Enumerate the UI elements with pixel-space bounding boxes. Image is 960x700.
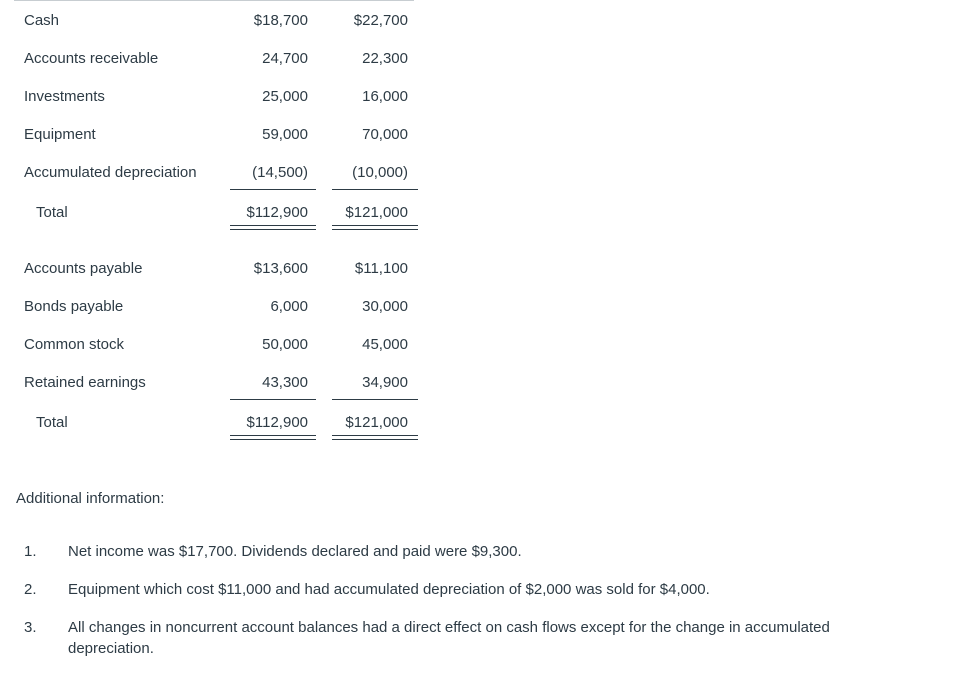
row-label: Common stock: [24, 336, 125, 353]
table-row: [14, 152, 414, 190]
value-col2: 70,000: [362, 126, 408, 143]
table-row: [14, 0, 414, 38]
table-row: [14, 286, 414, 324]
total-row: [14, 190, 414, 230]
row-label: Equipment: [24, 126, 96, 143]
total-col1: $112,900: [246, 414, 308, 431]
total-label: Total: [36, 204, 68, 221]
value-col2: $11,100: [354, 260, 408, 277]
table-row: [14, 38, 414, 76]
total-row: [14, 400, 414, 440]
value-col1: $13,600: [253, 260, 308, 277]
total-double-rule: [332, 225, 418, 230]
table-row: [14, 324, 414, 362]
value-col2: 45,000: [362, 336, 408, 353]
total-col2: $121,000: [345, 414, 408, 431]
value-col2: $22,700: [353, 12, 408, 29]
table-row: [14, 114, 414, 152]
list-item: [16, 541, 916, 562]
row-label: Investments: [24, 88, 105, 105]
value-col2: 16,000: [362, 88, 408, 105]
list-item: [16, 579, 916, 600]
balance-sheet-table: [14, 0, 414, 440]
list-number: 1.: [24, 543, 37, 560]
table-row: [14, 76, 414, 114]
value-col2: (10,000): [352, 164, 408, 181]
row-label: Accounts payable: [24, 260, 143, 277]
row-label: Bonds payable: [24, 298, 124, 315]
total-col1: $112,900: [246, 204, 308, 221]
list-text: All changes in noncurrent account balances had a direct effect on cash flows except for the change in accumulated depreciation.: [68, 619, 830, 657]
value-col1: (14,500): [252, 164, 308, 181]
value-col1: 43,300: [262, 374, 308, 391]
total-double-rule: [230, 225, 316, 230]
row-label: Retained earnings: [24, 374, 146, 391]
total-double-rule: [332, 435, 418, 440]
total-col2: $121,000: [345, 204, 408, 221]
value-col1: 50,000: [262, 336, 308, 353]
row-label: Accounts receivable: [24, 50, 159, 67]
value-col2: 22,300: [362, 50, 408, 67]
table-row: [14, 248, 414, 286]
list-number: 3.: [24, 619, 37, 636]
value-col1: 25,000: [262, 88, 308, 105]
list-text: Equipment which cost $11,000 and had accumulated depreciation of $2,000 was sold for $4,000.: [68, 581, 710, 598]
additional-info-list: [16, 541, 916, 676]
value-col1: 6,000: [270, 298, 308, 315]
list-number: 2.: [24, 581, 37, 598]
row-label: Cash: [24, 12, 60, 29]
total-label: Total: [36, 414, 68, 431]
table-row: [14, 362, 414, 400]
value-col2: 34,900: [362, 374, 408, 391]
additional-info-heading: Additional information:: [16, 490, 165, 507]
value-col1: 59,000: [262, 126, 308, 143]
row-label: Accumulated depreciation: [24, 164, 197, 181]
value-col2: 30,000: [362, 298, 408, 315]
value-col1: 24,700: [262, 50, 308, 67]
list-text: Net income was $17,700. Dividends declared and paid were $9,300.: [68, 543, 522, 560]
list-item: [16, 617, 916, 659]
total-double-rule: [230, 435, 316, 440]
value-col1: $18,700: [253, 12, 308, 29]
